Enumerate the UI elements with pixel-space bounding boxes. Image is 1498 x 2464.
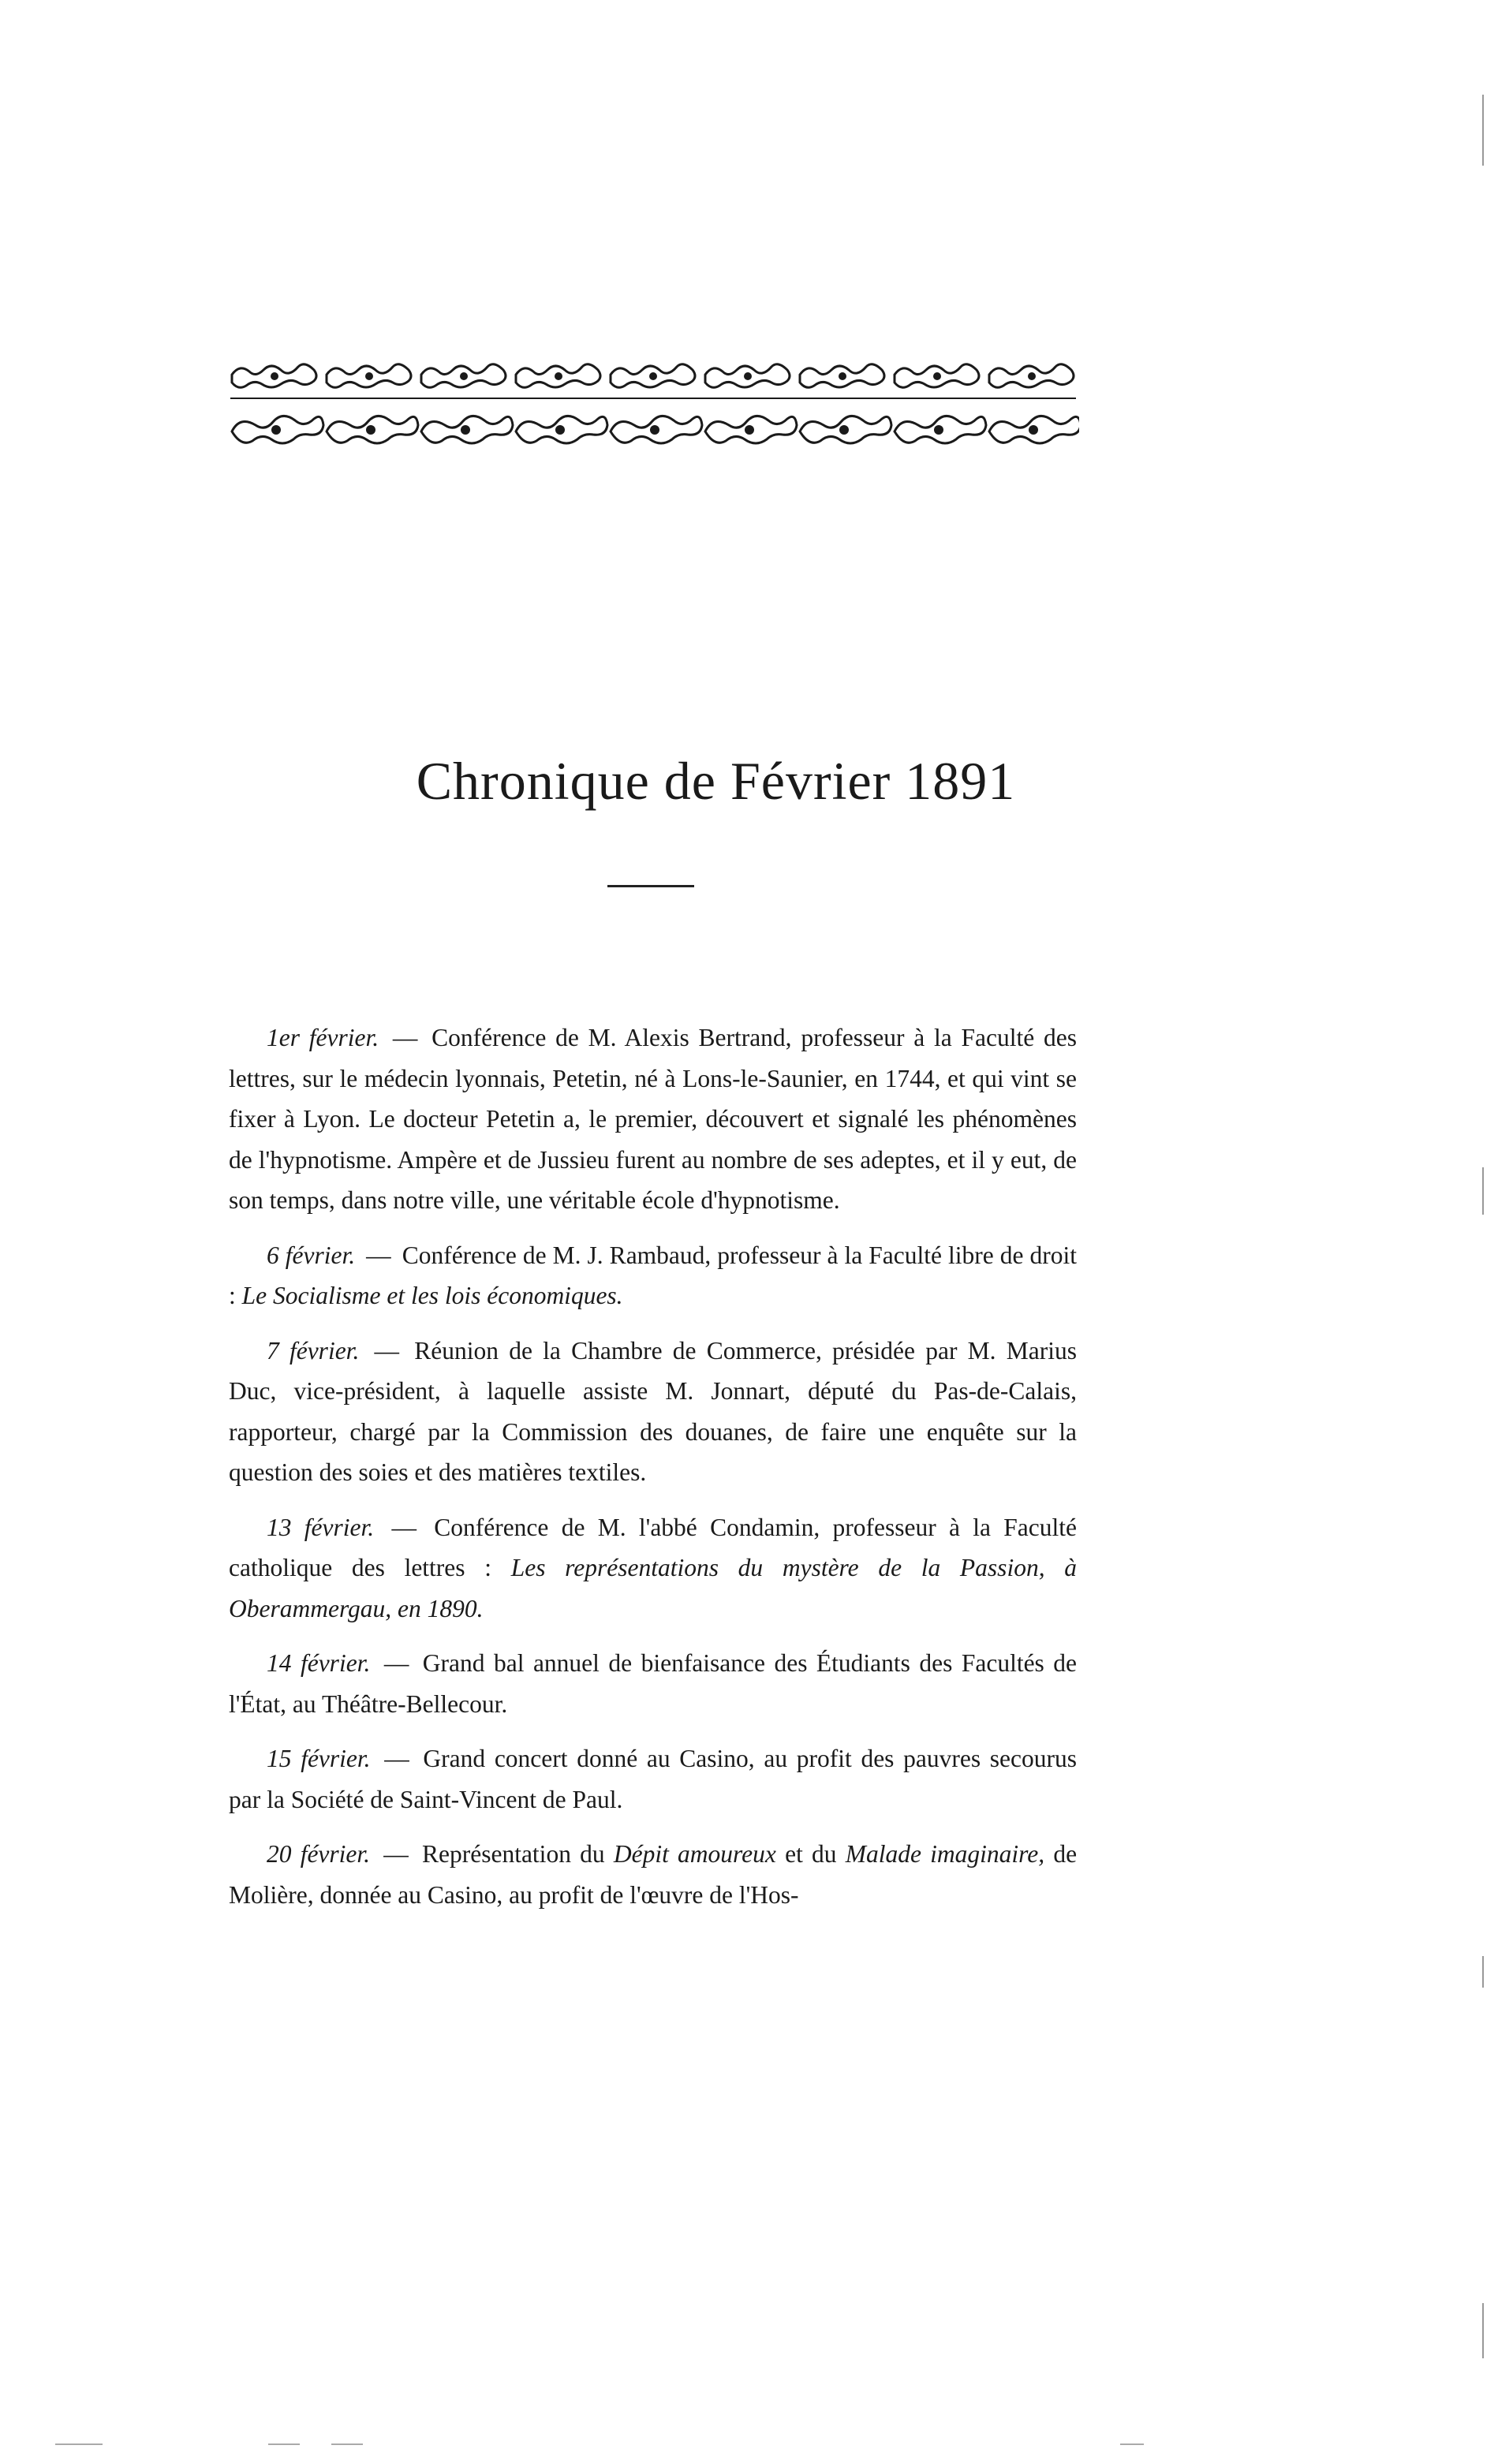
entry-dash: — [392, 1024, 418, 1051]
chronicle-entry [229, 1331, 1077, 1493]
page-title-text: Chronique de Février 1891 [416, 750, 1016, 811]
entry-dash: — [384, 1745, 409, 1772]
entry-italic-title: Malade imaginaire, [845, 1840, 1045, 1868]
chronicle-entry [229, 1235, 1077, 1316]
decorative-header-band [227, 359, 1079, 454]
title-divider [607, 885, 694, 887]
ornament-icon [227, 359, 1079, 454]
entry-dash: — [374, 1336, 400, 1365]
chronicle-body [229, 1017, 1077, 1929]
entry-text: Réunion de la Chambre de Commerce, présidée par M. Marius Duc, vice-président, à laquelle assiste M. Jonnart, député du Pas-de-Calais, rapporteur, chargé par la Commission des douanes, de faire une enquête sur la question des soies et des matières textiles. [229, 1336, 1077, 1486]
scan-bottom-marks [0, 2440, 1498, 2448]
entry-italic-title: Les représentations du mystère de la Passion, à Oberammergau, en 1890. [229, 1554, 1078, 1622]
entry-date: 13 février. [267, 1513, 375, 1541]
chronicle-entry [229, 1738, 1077, 1820]
entry-dash: — [366, 1241, 391, 1269]
entry-date: 20 février. [267, 1840, 371, 1868]
entry-text: et du [785, 1840, 837, 1868]
entry-date: 6 février. [267, 1241, 356, 1269]
chronicle-entry [229, 1017, 1077, 1221]
entry-text: Conférence de M. l'abbé Condamin, professeur à la Faculté catholique des lettres : [229, 1513, 1077, 1581]
entry-text: Grand concert donné au Casino, au profit des pauvres secourus par la Société de Saint-Vincent de Paul. [229, 1745, 1077, 1813]
entry-dash: — [383, 1840, 409, 1868]
entry-dash: — [391, 1513, 417, 1541]
entry-text: Conférence de M. J. Rambaud, professeur à la Faculté libre de droit : [229, 1241, 1078, 1309]
entry-date: 15 février. [267, 1745, 371, 1772]
entry-italic-title: Dépit amoureux [613, 1840, 776, 1868]
entry-date: 7 février. [267, 1336, 360, 1365]
entry-text: Représentation du [422, 1840, 605, 1868]
page-title [0, 750, 1498, 811]
entry-text: de Molière, donnée au Casino, au profit de l'œuvre de l'Hos- [229, 1840, 1078, 1909]
chronicle-entry [229, 1643, 1077, 1724]
entry-text: Conférence de M. Alexis Bertrand, professeur à la Faculté des lettres, sur le médecin lyonnais, Petetin, né à Lons-le-Saunier, en 1744, et qui vint se fixer à Lyon. Le docteur Petetin a, le premier, découvert et signalé les phénomènes de l'hypnotisme. Ampère et de Jussieu furent au nombre de ses adeptes, et il y eut, de son temps, dans notre ville, une véritable école d'hypnotisme. [229, 1024, 1077, 1214]
scan-edge-marks [1466, 0, 1498, 2464]
entry-date: 14 février. [267, 1649, 371, 1677]
entry-italic-title: Le Socialisme et les lois économiques. [241, 1282, 623, 1309]
entry-text: Grand bal annuel de bienfaisance des Étudiants des Facultés de l'État, au Théâtre-Bellecour. [229, 1649, 1078, 1718]
chronicle-entry [229, 1834, 1077, 1915]
entry-dash: — [383, 1649, 409, 1677]
chronicle-entry [229, 1507, 1077, 1630]
entry-date: 1er février. [267, 1024, 379, 1051]
